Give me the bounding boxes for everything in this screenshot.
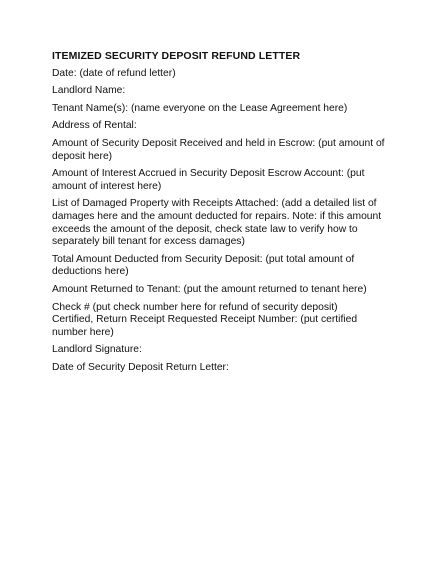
tenant-names-line: Tenant Name(s): (name everyone on the Lease Agreement here) bbox=[52, 102, 348, 114]
interest-accrued-line: Amount of Interest Accrued in Security Deposit Escrow Account: (put amount of interest here) bbox=[52, 168, 365, 192]
letter-title: ITEMIZED SECURITY DEPOSIT REFUND LETTER bbox=[52, 50, 301, 62]
certified-receipt-line: Certified, Return Receipt Requested Receipt Number: (put certified number here) bbox=[52, 314, 358, 338]
landlord-signature-line: Landlord Signature: bbox=[52, 344, 142, 356]
total-deducted-line: Total Amount Deducted from Security Deposit: (put total amount of deductions here) bbox=[52, 253, 355, 278]
date-line: Date: (date of refund letter) bbox=[52, 67, 176, 79]
return-letter-date-line: Date of Security Deposit Return Letter: bbox=[52, 361, 229, 373]
check-number-line: Check # (put check number here for refund of security deposit) bbox=[52, 301, 338, 313]
damaged-property-line: List of Damaged Property with Receipts Attached: (add a detailed list of damages here and the amount deducted for repairs. Note: if this amount exceeds the amount of the deposit, check state law to verify how to separately bill tenant for excess damages) bbox=[52, 198, 382, 248]
deposit-received-line: Amount of Security Deposit Received and held in Escrow: (put amount of deposit here) bbox=[52, 137, 385, 162]
letter-body bbox=[52, 50, 392, 379]
amount-returned-line: Amount Returned to Tenant: (put the amount returned to tenant here) bbox=[52, 283, 367, 295]
address-of-rental-line: Address of Rental: bbox=[52, 120, 137, 132]
landlord-name-line: Landlord Name: bbox=[52, 85, 126, 97]
